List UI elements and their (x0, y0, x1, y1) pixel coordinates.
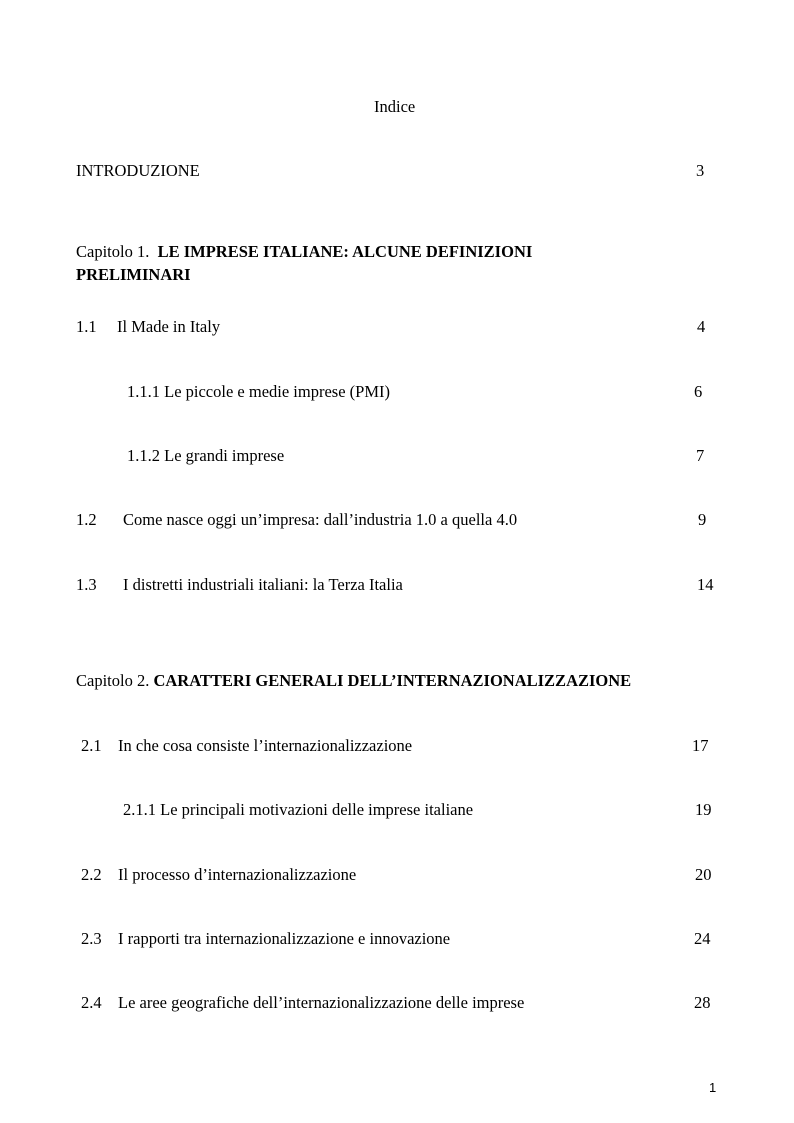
toc-page-1-1-1: 6 (694, 382, 703, 401)
toc-num-1-2: 1.2 (76, 510, 97, 529)
toc-num-1-1-2: 1.1.2 (127, 446, 160, 465)
chapter-1-title: LE IMPRESE ITALIANE: ALCUNE DEFINIZIONI (157, 242, 533, 261)
toc-num-2-1: 2.1 (81, 736, 102, 755)
toc-num-2-2: 2.2 (81, 865, 102, 884)
toc-page-2-3: 24 (694, 929, 711, 948)
toc-entry-1-1-2[interactable] (127, 446, 284, 466)
toc-page-2-1: 17 (692, 736, 709, 755)
toc-entry-1-2[interactable]: Come nasce oggi un’impresa: dall’industria 1.0 a quella 4.0 (123, 510, 518, 529)
toc-label-2-1-1: Le principali motivazioni delle imprese italiane (160, 800, 474, 819)
toc-page-introduzione: 3 (696, 161, 705, 180)
toc-page-1-1-2: 7 (696, 446, 705, 465)
toc-entry-introduzione[interactable]: INTRODUZIONE (76, 161, 200, 180)
toc-page-2-1-1: 19 (695, 800, 712, 819)
toc-label-1-1-2: Le grandi imprese (164, 446, 285, 465)
toc-num-1-1: 1.1 (76, 317, 97, 336)
toc-page-1-2: 9 (698, 510, 707, 529)
chapter-1-title-cont: PRELIMINARI (76, 265, 191, 284)
toc-page-1-1: 4 (697, 317, 706, 336)
toc-num-2-3: 2.3 (81, 929, 102, 948)
toc-page-2-4: 28 (694, 993, 711, 1012)
toc-page-2-2: 20 (695, 865, 712, 884)
toc-num-2-1-1: 2.1.1 (123, 800, 156, 819)
toc-num-2-4: 2.4 (81, 993, 102, 1012)
toc-entry-2-3[interactable]: I rapporti tra internazionalizzazione e innovazione (118, 929, 451, 948)
toc-page-1-3: 14 (697, 575, 714, 594)
toc-entry-1-3[interactable]: I distretti industriali italiani: la Terza Italia (123, 575, 403, 594)
chapter-2-prefix: Capitolo 2. (76, 671, 150, 690)
page-number: 1 (709, 1080, 717, 1095)
toc-entry-2-1-1[interactable] (123, 800, 473, 820)
toc-entry-2-2[interactable]: Il processo d’internazionalizzazione (118, 865, 357, 884)
toc-entry-2-4[interactable]: Le aree geografiche dell’internazionalizzazione delle imprese (118, 993, 525, 1012)
toc-num-1-3: 1.3 (76, 575, 97, 594)
chapter-2-title: CARATTERI GENERALI DELL’INTERNAZIONALIZZAZIONE (153, 671, 632, 690)
chapter-2-heading[interactable] (76, 671, 631, 691)
toc-entry-1-1[interactable]: Il Made in Italy (117, 317, 221, 336)
toc-entry-1-1-1[interactable] (127, 382, 390, 402)
chapter-1-prefix: Capitolo 1. (76, 242, 150, 261)
page-title: Indice (374, 97, 416, 116)
toc-entry-2-1[interactable]: In che cosa consiste l’internazionalizzazione (118, 736, 413, 755)
toc-label-1-1-1: Le piccole e medie imprese (PMI) (164, 382, 390, 401)
toc-num-1-1-1: 1.1.1 (127, 382, 160, 401)
chapter-1-heading[interactable] (76, 242, 532, 262)
